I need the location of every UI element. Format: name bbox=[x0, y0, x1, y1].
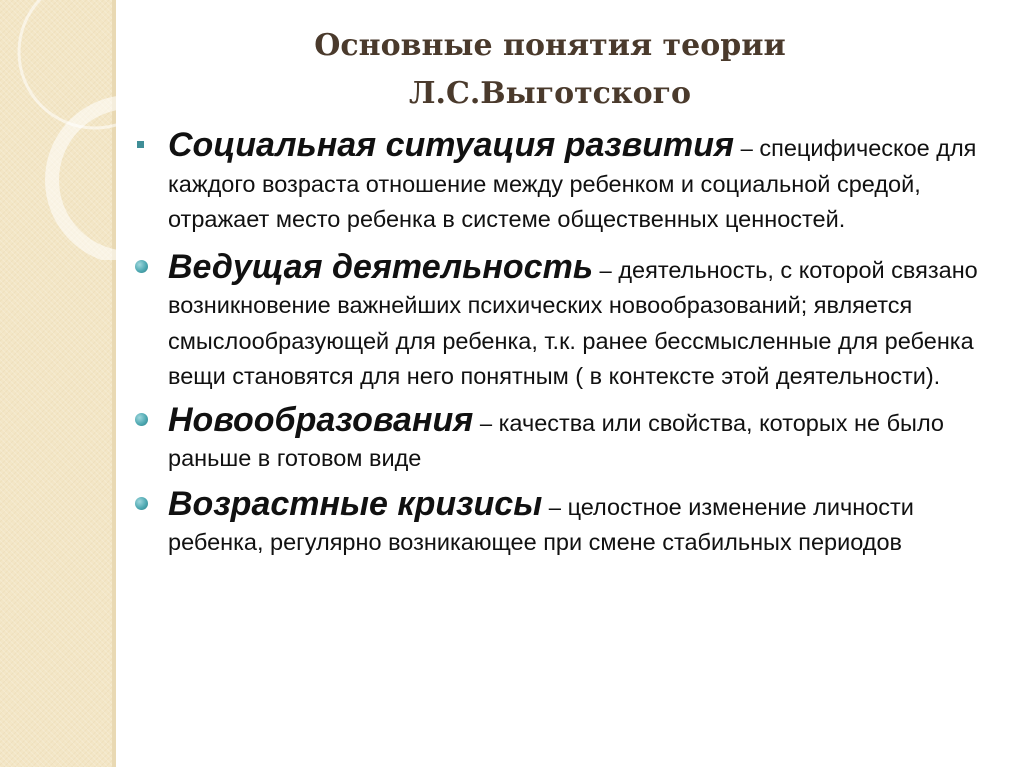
term-definition: качества или свойства, которых не было раньше в готовом виде bbox=[168, 409, 944, 471]
term-dash: – bbox=[599, 257, 612, 283]
term-dash: – bbox=[548, 494, 562, 520]
term-definition: специфическое для каждого возраста отношение между ребенком и социальной средой, отражает место ребенка в системе общественных ценностей. bbox=[168, 135, 977, 232]
term-definition: деятельность, с которой связано возникновение важнейших психических новообразований; является смыслообразующей для ребенка, т.к. ранее бессмысленные для ребенка вещи становятся для него понятным ( в контексте этой деятельности). bbox=[168, 256, 978, 389]
term-dash: – bbox=[740, 136, 753, 161]
list-item-social-situation bbox=[168, 126, 1014, 238]
title-line-2: Л.С.Выготского bbox=[408, 76, 692, 111]
term-title: Возрастные кризисы bbox=[168, 484, 543, 523]
term-title: Ведущая деятельность bbox=[168, 247, 593, 286]
decorative-rings-icon bbox=[0, 0, 130, 260]
round-bullet-icon bbox=[135, 497, 148, 510]
page-title bbox=[200, 22, 900, 118]
term-definition: целостное изменение личности ребенка, регулярно возникающее при смене стабильных периодов bbox=[168, 493, 914, 555]
title-line-1: Основные понятия теории bbox=[314, 28, 786, 63]
definitions-list bbox=[168, 126, 1014, 561]
term-title: Социальная ситуация развития bbox=[168, 126, 735, 164]
list-item-age-crises bbox=[168, 485, 1014, 561]
round-bullet-icon bbox=[135, 260, 148, 273]
list-item-neoformations bbox=[168, 401, 1014, 477]
term-dash: – bbox=[479, 410, 493, 436]
list-item-leading-activity bbox=[168, 248, 1014, 395]
term-title: Новообразования bbox=[168, 400, 474, 439]
square-bullet-icon bbox=[137, 141, 144, 148]
round-bullet-icon bbox=[135, 413, 148, 426]
